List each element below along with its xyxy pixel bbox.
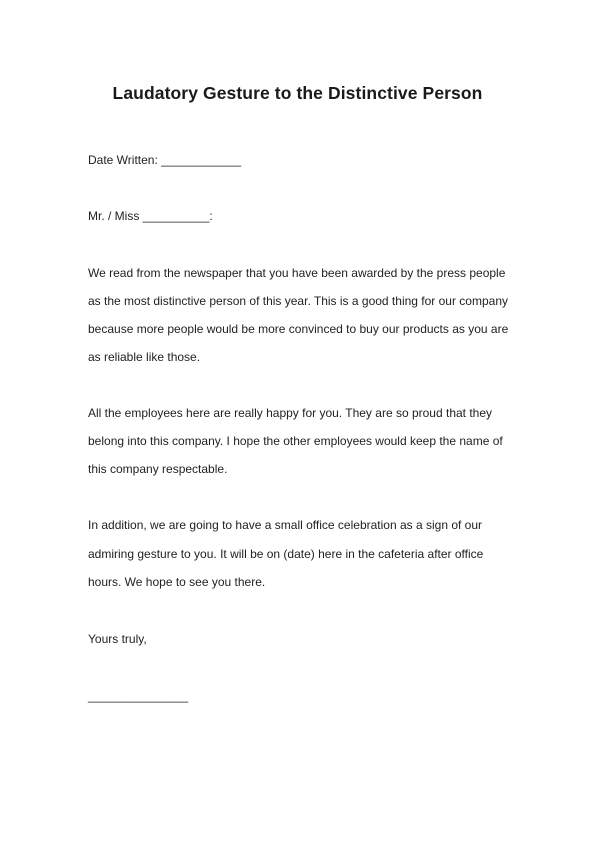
paragraph-line: All the employees here are really happy for you. They are so proud that they [88,406,493,420]
paragraph-line: admiring gesture to you. It will be on (date) here in the cafeteria after office [88,547,484,561]
closing-line: Yours truly, [88,632,147,646]
paragraph-line: because more people would be more convinced to buy our products as you are [88,322,509,336]
paragraph-line: belong into this company. I hope the other employees would keep the name of [88,434,503,448]
paragraph-line: this company respectable. [88,462,228,476]
paragraph-line: as the most distinctive person of this year. This is a good thing for our company [88,294,508,308]
paragraph-line: as reliable like those. [88,350,201,364]
signature-line: _______________ [88,689,189,703]
paragraph-line: We read from the newspaper that you have been awarded by the press people [88,266,506,280]
paragraph-line: hours. We hope to see you there. [88,575,266,589]
paragraph-line: In addition, we are going to have a small office celebration as a sign of our [88,518,483,532]
date-written-line: Date Written: ____________ [88,153,242,167]
document-title: Laudatory Gesture to the Distinctive Person [112,83,483,103]
salutation-line: Mr. / Miss __________: [88,209,213,223]
